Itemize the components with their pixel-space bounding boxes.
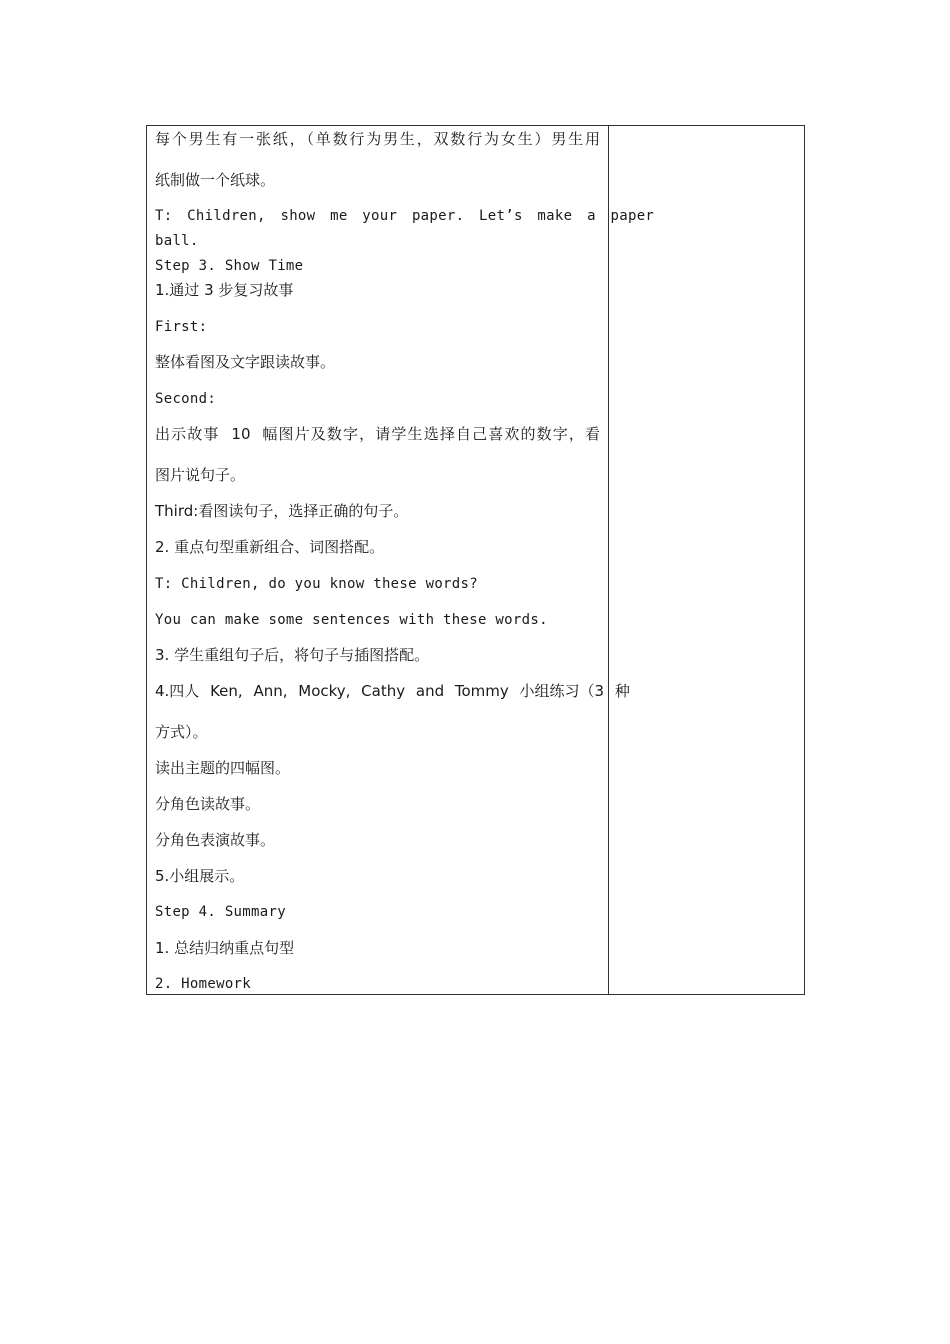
text-line: T: Children, show me your paper. Let’s make a paper	[155, 208, 655, 224]
text-line: 2. Homework	[155, 976, 252, 992]
text-line: 1. 总结归纳重点句型	[155, 939, 295, 957]
text-line: 分角色读故事。	[155, 795, 261, 813]
text-line: ball.	[155, 233, 199, 249]
text-line: T: Children, do you know these words?	[155, 576, 478, 592]
text-line: 图片说句子。	[155, 466, 246, 484]
lesson-table	[146, 125, 805, 995]
text-line: 4.四人 Ken, Ann, Mocky, Cathy and Tommy 小组练习（3 种	[155, 682, 630, 700]
text-line: 读出主题的四幅图。	[155, 759, 291, 777]
text-line: You can make some sentences with these words.	[155, 612, 548, 628]
notes-cell	[609, 126, 804, 994]
text-line: Second:	[155, 391, 217, 407]
step-heading: Step 3. Show Time	[155, 258, 304, 274]
text-line: 3. 学生重组句子后，将句子与插图搭配。	[155, 646, 430, 664]
text-line: 纸制做一个纸球。	[155, 171, 276, 189]
text-line: First:	[155, 319, 208, 335]
text-line: 分角色表演故事。	[155, 831, 276, 849]
procedure-cell	[147, 126, 655, 994]
text-line: 整体看图及文字跟读故事。	[155, 353, 336, 371]
text-line: Third:看图读句子，选择正确的句子。	[155, 502, 409, 520]
text-line: 5.小组展示。	[155, 867, 245, 885]
step-heading: Step 4. Summary	[155, 904, 286, 920]
text-line: 每个男生有一张纸，（单数行为男生，双数行为女生）男生用	[155, 130, 600, 148]
text-line: 出示故事 10 幅图片及数字，请学生选择自己喜欢的数字，看	[155, 425, 600, 443]
text-line: 方式）。	[155, 723, 208, 741]
text-line: 1.通过 3 步复习故事	[155, 281, 294, 299]
text-line: 2. 重点句型重新组合、词图搭配。	[155, 538, 385, 556]
